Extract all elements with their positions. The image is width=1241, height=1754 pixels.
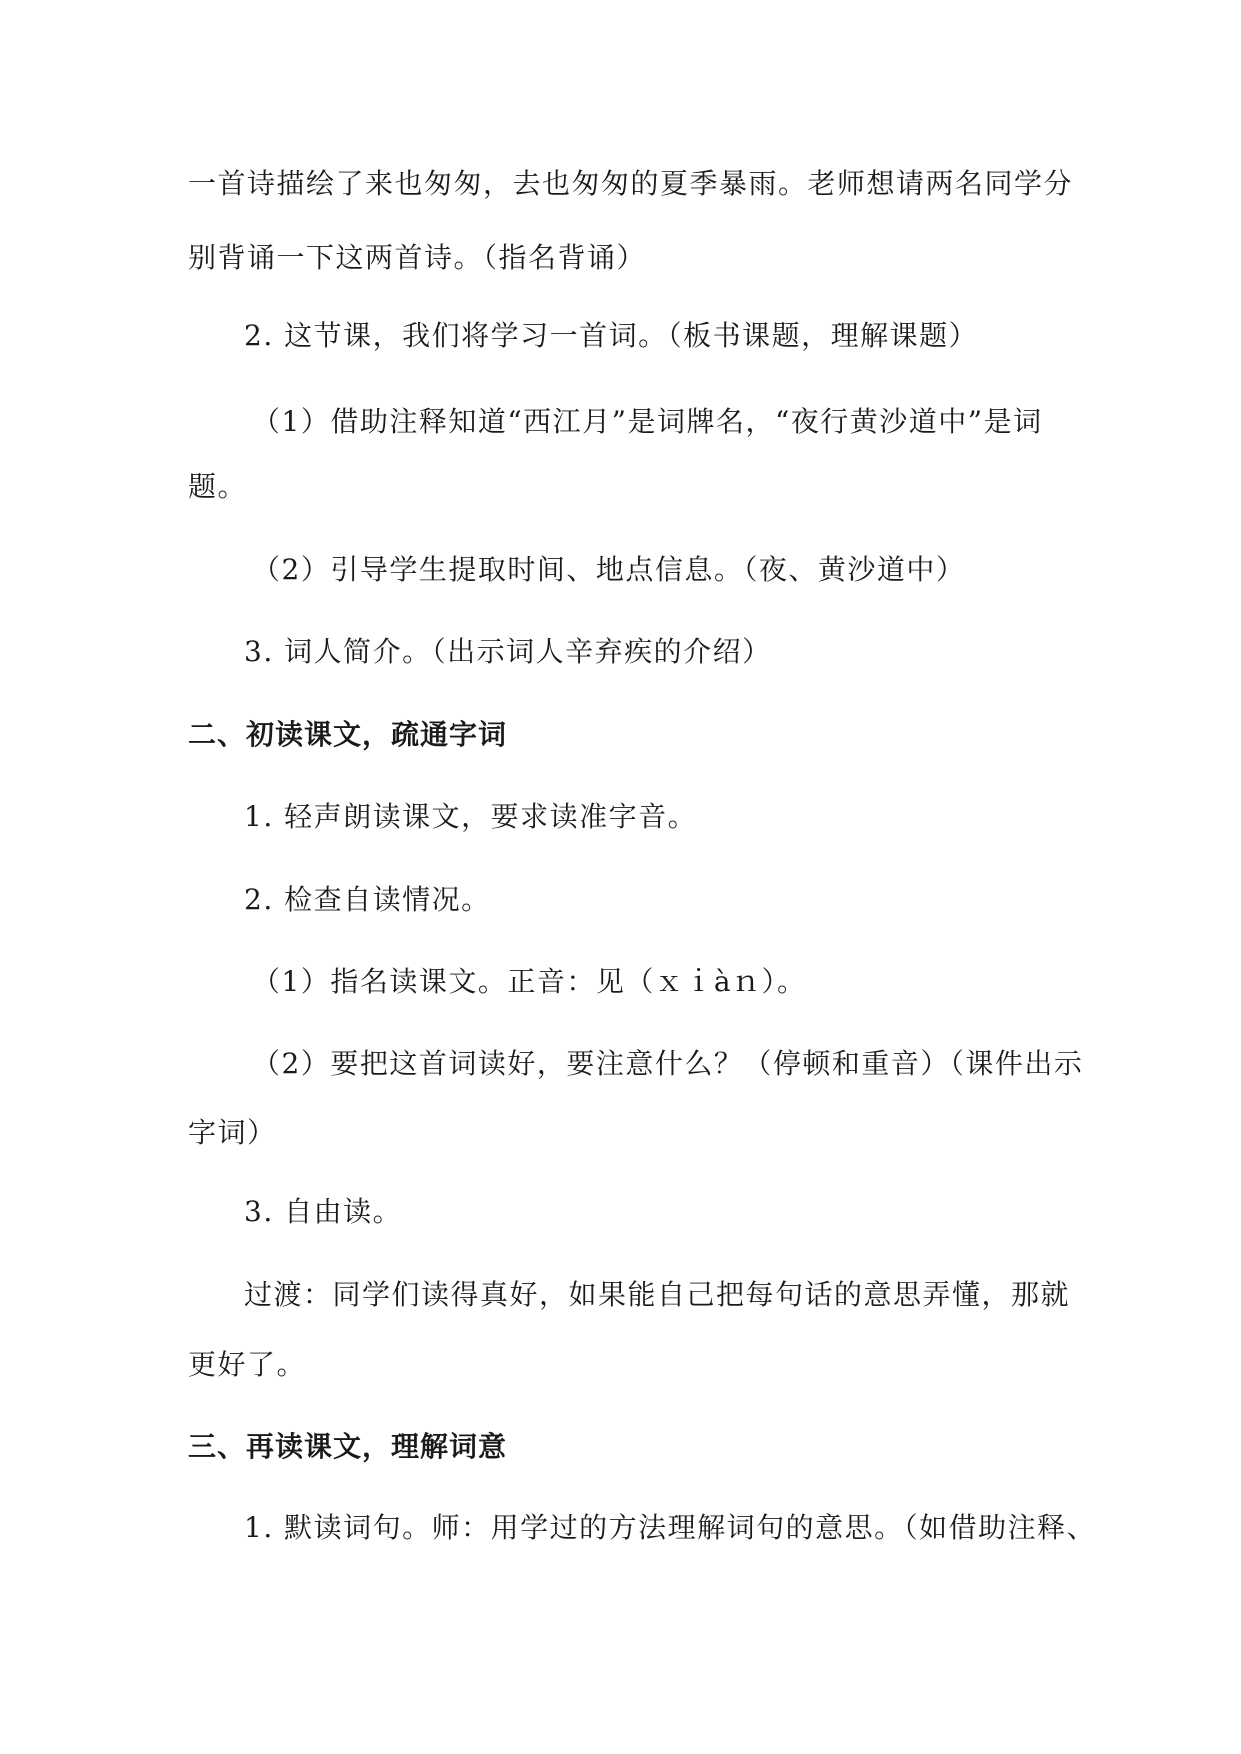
paragraph-line: 过渡：同学们读得真好，如果能自己把每句话的意思弄懂，那就	[244, 1278, 1071, 1311]
section-heading: 三、再读课文，理解词意	[188, 1430, 508, 1463]
sub-list-item: （1）指名读课文。正音：见（ｘｉàｎ）。	[252, 965, 807, 998]
list-item: 2. 检查自读情况。	[244, 883, 491, 916]
sub-list-item: （1）借助注释知道“西江月”是词牌名，“夜行黄沙道中”是词	[252, 405, 1043, 438]
sub-list-item: （2）要把这首词读好，要注意什么？（停顿和重音）（课件出示	[252, 1047, 1084, 1080]
list-item: 1. 轻声朗读课文，要求读准字音。	[244, 800, 698, 833]
list-item: 3. 自由读。	[244, 1195, 403, 1228]
list-item: 2. 这节课，我们将学习一首词。（板书课题，理解课题）	[244, 319, 979, 352]
sub-list-item: （2）引导学生提取时间、地点信息。（夜、黄沙道中）	[252, 553, 966, 586]
section-heading: 二、初读课文，疏通字词	[188, 718, 508, 751]
paragraph-line: 更好了。	[188, 1348, 307, 1381]
paragraph-line: 字词）	[188, 1116, 277, 1149]
paragraph-line: 题。	[188, 470, 248, 503]
paragraph-line: 一首诗描绘了来也匆匆，去也匆匆的夏季暴雨。老师想请两名同学分	[188, 167, 1074, 200]
paragraph-line: 别背诵一下这两首诗。（指名背诵）	[188, 241, 647, 274]
list-item: 3. 词人简介。（出示词人辛弃疾的介绍）	[244, 635, 772, 668]
list-item: 1. 默读词句。师：用学过的方法理解词句的意思。（如借助注释、	[244, 1511, 1097, 1544]
